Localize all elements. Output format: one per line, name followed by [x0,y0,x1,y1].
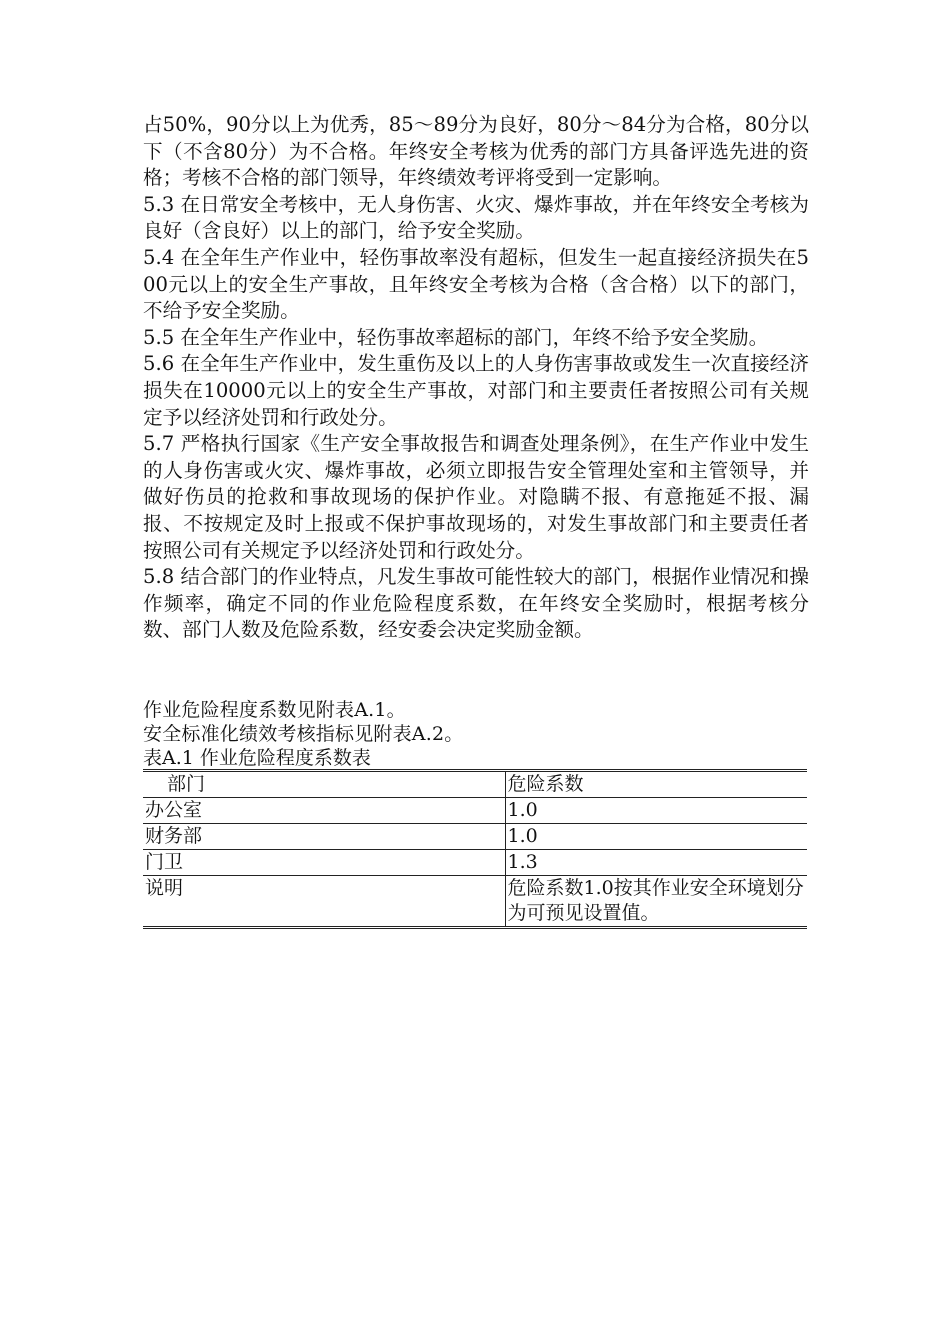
paragraph-5-8: 5.8 结合部门的作业特点，凡发生事故可能性较大的部门，根据作业情况和操作频率，确定不同的作业危险程度系数，在年终安全奖励时，根据考核分数、部门人数及危险系数，经安委会决定奖励金额。 [143,565,809,642]
table-header-row [143,770,807,797]
cell-coefficient: 1.3 [505,849,807,875]
paragraph-5-6: 5.6 在全年生产作业中，发生重伤及以上的人身伤害事故或发生一次直接经济损失在10000元以上的安全生产事故，对部门和主要责任者按照公司有关规定予以经济处罚和行政处分。 [143,352,809,429]
paragraph-5-3: 5.3 在日常安全考核中，无人身伤害、火灾、爆炸事故，并在年终安全考核为良好（含良好）以上的部门，给予安全奖励。 [143,192,809,243]
risk-coefficient-table [143,769,807,929]
cell-coefficient: 1.0 [505,797,807,823]
table-caption: 表A.1 作业危险程度系数表 [143,746,371,769]
note-table-a2-reference: 安全标准化绩效考核指标见附表A.2。 [143,723,464,746]
paragraph-5-4: 5.4 在全年生产作业中，轻伤事故率没有超标，但发生一起直接经济损失在500元以上的安全生产事故，且年终安全考核为合格（含合格）以下的部门，不给予安全奖励。 [143,245,809,323]
paragraph-5-5: 5.5 在全年生产作业中，轻伤事故率超标的部门，年终不给予安全奖励。 [143,325,769,349]
cell-department: 财务部 [143,823,505,849]
cell-coefficient: 1.0 [505,823,807,849]
header-department: 部门 [143,770,505,797]
cell-description-label: 说明 [143,875,505,927]
paragraph-5-7: 5.7 严格执行国家《生产安全事故报告和调查处理条例》，在生产作业中发生的人身伤害或火灾、爆炸事故，必须立即报告安全管理处室和主管领导，并做好伤员的抢救和事故现场的保护作业。对隐瞒不报、有意拖延不报、漏报、不按规定及时上报或不保护事故现场的，对发生事故部门和主要责任者按照公司有关规定予以经济处罚和行政处分。 [143,432,809,562]
cell-department: 门卫 [143,849,505,875]
table-row [143,797,807,823]
table-row [143,849,807,875]
header-risk-coefficient: 危险系数 [505,770,807,797]
table-row [143,823,807,849]
blank-space [143,644,809,698]
table-row [143,875,807,927]
note-table-a1-reference: 作业危险程度系数见附表A.1。 [143,698,406,721]
cell-description-text: 危险系数1.0按其作业安全环境划分为可预见设置值。 [505,875,807,927]
cell-department: 办公室 [143,797,505,823]
document-page [143,112,809,929]
paragraph-scoring: 占50%，90分以上为优秀，85～89分为良好，80分～84分为合格，80分以下（不含80分）为不合格。年终安全考核为优秀的部门方具备评选先进的资格；考核不合格的部门领导，年终绩效考评将受到一定影响。 [143,113,809,190]
